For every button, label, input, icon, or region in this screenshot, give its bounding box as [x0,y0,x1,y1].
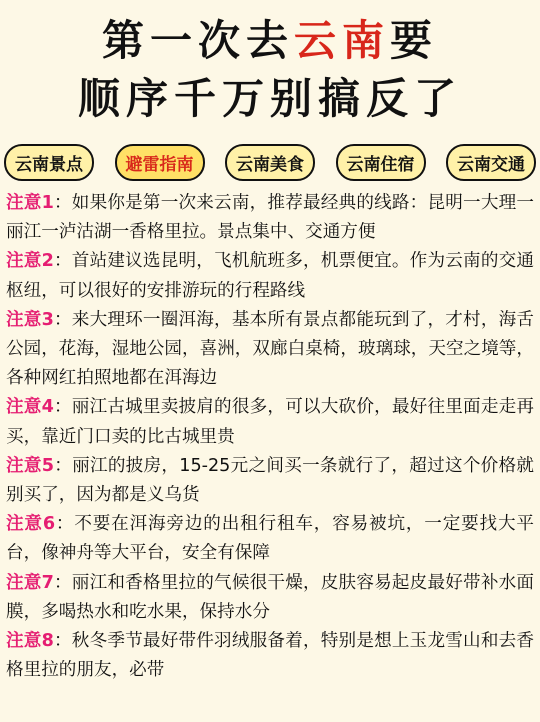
notes-list [0,181,540,685]
note-label: 注意4 [6,397,54,418]
note-text: ：丽江和香格里拉的气候很干燥，皮肤容易起皮最好带补水面膜，多喝热水和吃水果，保持水分 [6,572,534,622]
note-text: ：丽江的披房，15-25元之间买一条就行了，超过这个价格就别买了，因为都是义乌货 [6,455,534,506]
note-label: 注意7 [6,572,54,593]
title-line-1 [0,12,540,70]
note-label: 注意2 [6,251,54,272]
note-label: 注意8 [6,631,54,652]
note-text: ：如果你是第一次来云南，推荐最经典的线路：昆明一大理一丽江一泸沽湖一香格里拉。景点集中、交通方便 [6,193,534,243]
title-text: 第一次去 [101,16,294,65]
note-item [6,306,534,394]
note-item [6,569,534,627]
note-item [6,510,534,568]
tag-lodging[interactable]: 云南住宿 [336,144,426,181]
note-item [6,247,534,305]
note-text: ：秋冬季节最好带件羽绒服备着，特别是想上玉龙雪山和去香格里拉的朋友，必带 [6,631,534,681]
note-item [6,393,534,451]
note-label: 注意6 [6,514,56,535]
note-item [6,452,534,510]
title-text-end: 要 [390,16,439,65]
tag-food[interactable]: 云南美食 [225,144,315,181]
note-text: ：不要在洱海旁边的出租行租车，容易被坑，一定要找大平台，像神舟等大平台，安全有保障 [6,514,534,564]
note-item [6,189,534,247]
note-item [6,627,534,685]
tag-transport[interactable]: 云南交通 [446,144,536,181]
note-label: 注意3 [6,309,54,330]
note-label: 注意5 [6,455,54,476]
tag-row [0,144,540,181]
tag-pitfall-guide[interactable]: 避雷指南 [115,144,205,181]
title-line-2: 顺序千万别搞反了 [77,74,462,123]
title-accent-text: 云南 [293,16,390,65]
note-text: ：丽江古城里卖披肩的很多，可以大砍价，最好往里面走走再买，靠近门口卖的比古城里贵 [6,397,534,447]
note-text: ：首站建议选昆明，飞机航班多，机票便宜。作为云南的交通枢纽，可以很好的安排游玩的行程路线 [6,251,534,301]
tag-scenic[interactable]: 云南景点 [4,144,94,181]
page-title [0,0,540,128]
note-label: 注意1 [6,193,54,213]
note-text: ：来大理环一圈洱海，基本所有景点都能玩到了，才村，海舌公园，花海，湿地公园，喜洲，双廊白桌椅，玻璃球，天空之境等，各种网红拍照地都在洱海边 [6,309,534,389]
